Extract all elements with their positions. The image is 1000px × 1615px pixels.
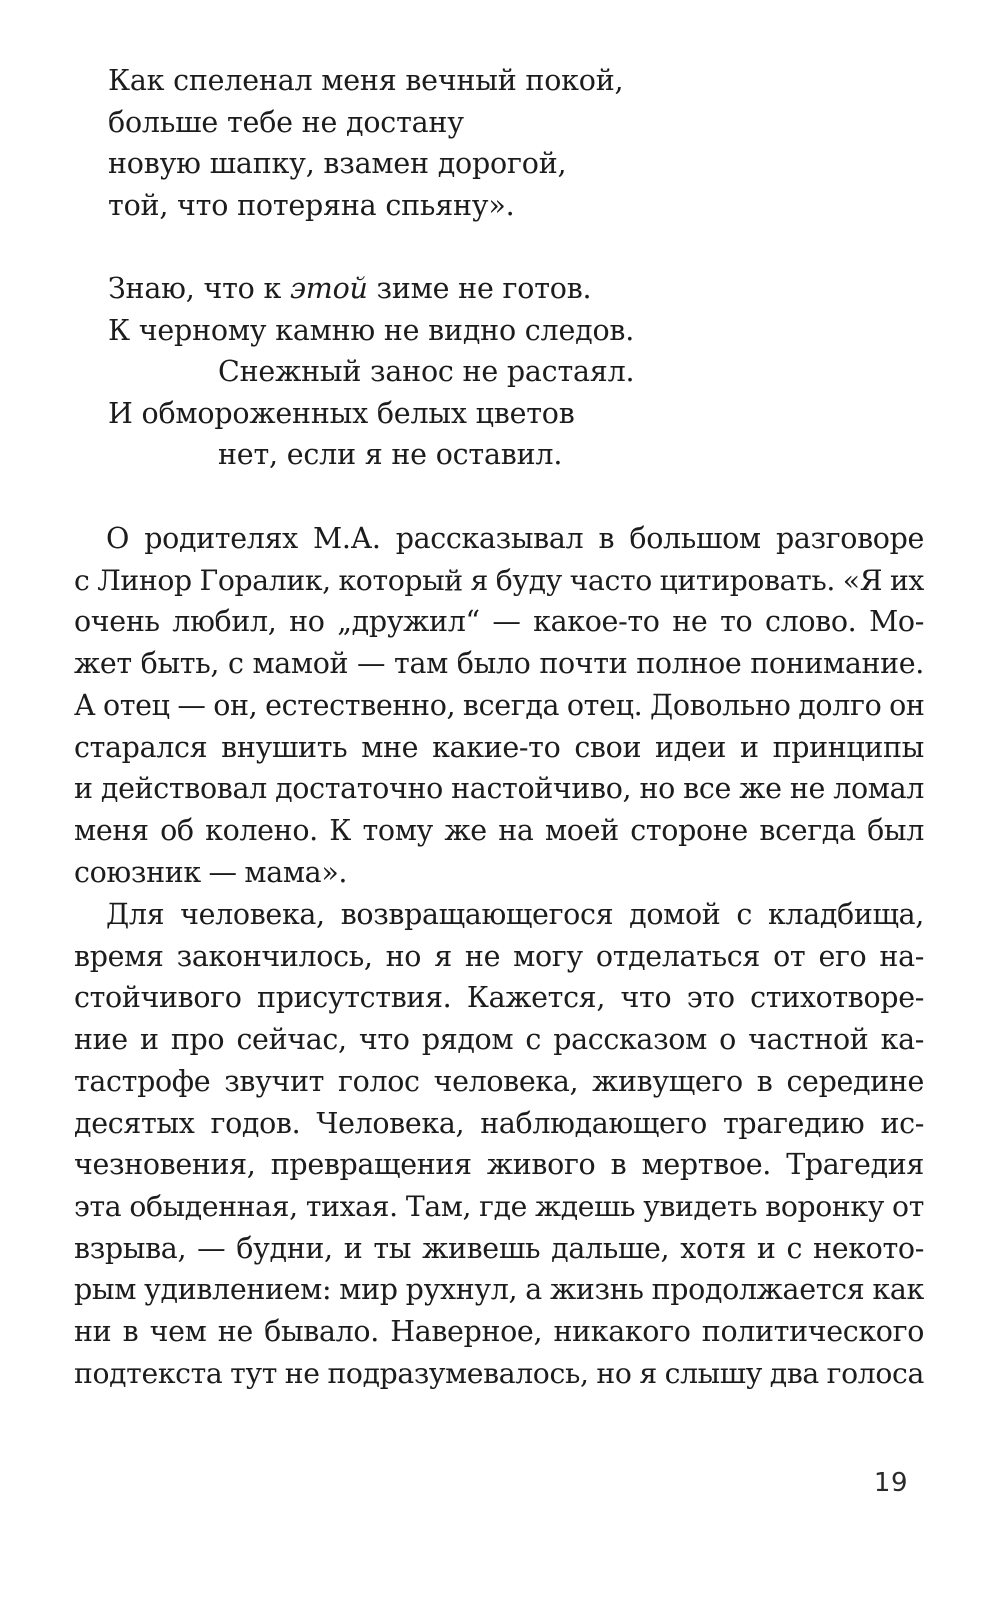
paragraph-1 [74, 518, 924, 893]
text-line: ние и про сейчас, что рядом с рассказом о частной ка- [74, 1023, 924, 1057]
text-line: старался внушить мне какие-то свои идеи и принципы [74, 730, 924, 764]
poem-line: той, что потеряна спьяну». [108, 188, 515, 222]
text-line: эта обыденная, тихая. Там, где ждешь увидеть воронку от [74, 1189, 924, 1223]
text-line: и действовал достаточно настойчиво, но все же не ломал [74, 772, 924, 806]
poem-line-indented: нет, если я не оставил. [218, 438, 563, 471]
poem-line: новую шапку, взамен дорогой, [108, 147, 567, 180]
text-line: чезновения, превращения живого в мертвое. Трагедия [74, 1148, 924, 1182]
text-line: союзник — мама». [74, 855, 348, 889]
poem-stanza-2 [108, 268, 928, 476]
text-line: взрыва, — будни, и ты живешь дальше, хотя и с некото- [74, 1231, 924, 1265]
poem-line [108, 268, 928, 310]
poem-line: больше тебе не достану [108, 105, 464, 139]
paragraph-2 [74, 894, 924, 1394]
poem-line-indented: Снежный занос не растаял. [218, 355, 635, 388]
poem-text: зиме не готов. [367, 272, 592, 305]
text-line: с Линор Горалик, который я буду часто цитировать. «Я их [74, 563, 924, 597]
text-line: время закончилось, но я не могу отделаться от его на- [74, 939, 924, 973]
text-line: рым удивлением: мир рухнул, а жизнь продолжается как [74, 1273, 924, 1307]
text-line: жет быть, с мамой — там было почти полное понимание. [74, 647, 924, 681]
text-line: тастрофе звучит голос человека, живущего в середине [74, 1064, 924, 1098]
text-line: стойчивого присутствия. Кажется, что это стихотворе- [74, 981, 924, 1015]
text-line: подтекста тут не подразумевалось, но я слышу два голоса [74, 1356, 924, 1390]
poem-stanza-1 [108, 60, 928, 226]
italic-emphasis: этой [289, 272, 368, 305]
text-line: А отец — он, естественно, всегда отец. Довольно долго он [74, 688, 925, 722]
page-number: 19 [873, 1468, 908, 1498]
poem-line: К черному камню не видно следов. [108, 313, 635, 347]
text-line: меня об колено. К тому же на моей стороне всегда был [74, 813, 924, 847]
poem-line: И обмороженных белых цветов [108, 396, 575, 430]
text-line: десятых годов. Человека, наблюдающего трагедию ис- [74, 1106, 924, 1140]
poem-text: Знаю, что к [108, 272, 290, 305]
text-line: Для человека, возвращающегося домой с кладбища, [106, 898, 924, 931]
text-line: ни в чем не бывало. Наверное, никакого политического [74, 1315, 924, 1349]
text-line: О родителях М.А. рассказывал в большом разговоре [106, 522, 924, 555]
text-line: очень любил, но „дружил“ — какое-то не то слово. Мо- [74, 605, 924, 639]
poem-line: Как спеленал меня вечный покой, [108, 64, 624, 97]
